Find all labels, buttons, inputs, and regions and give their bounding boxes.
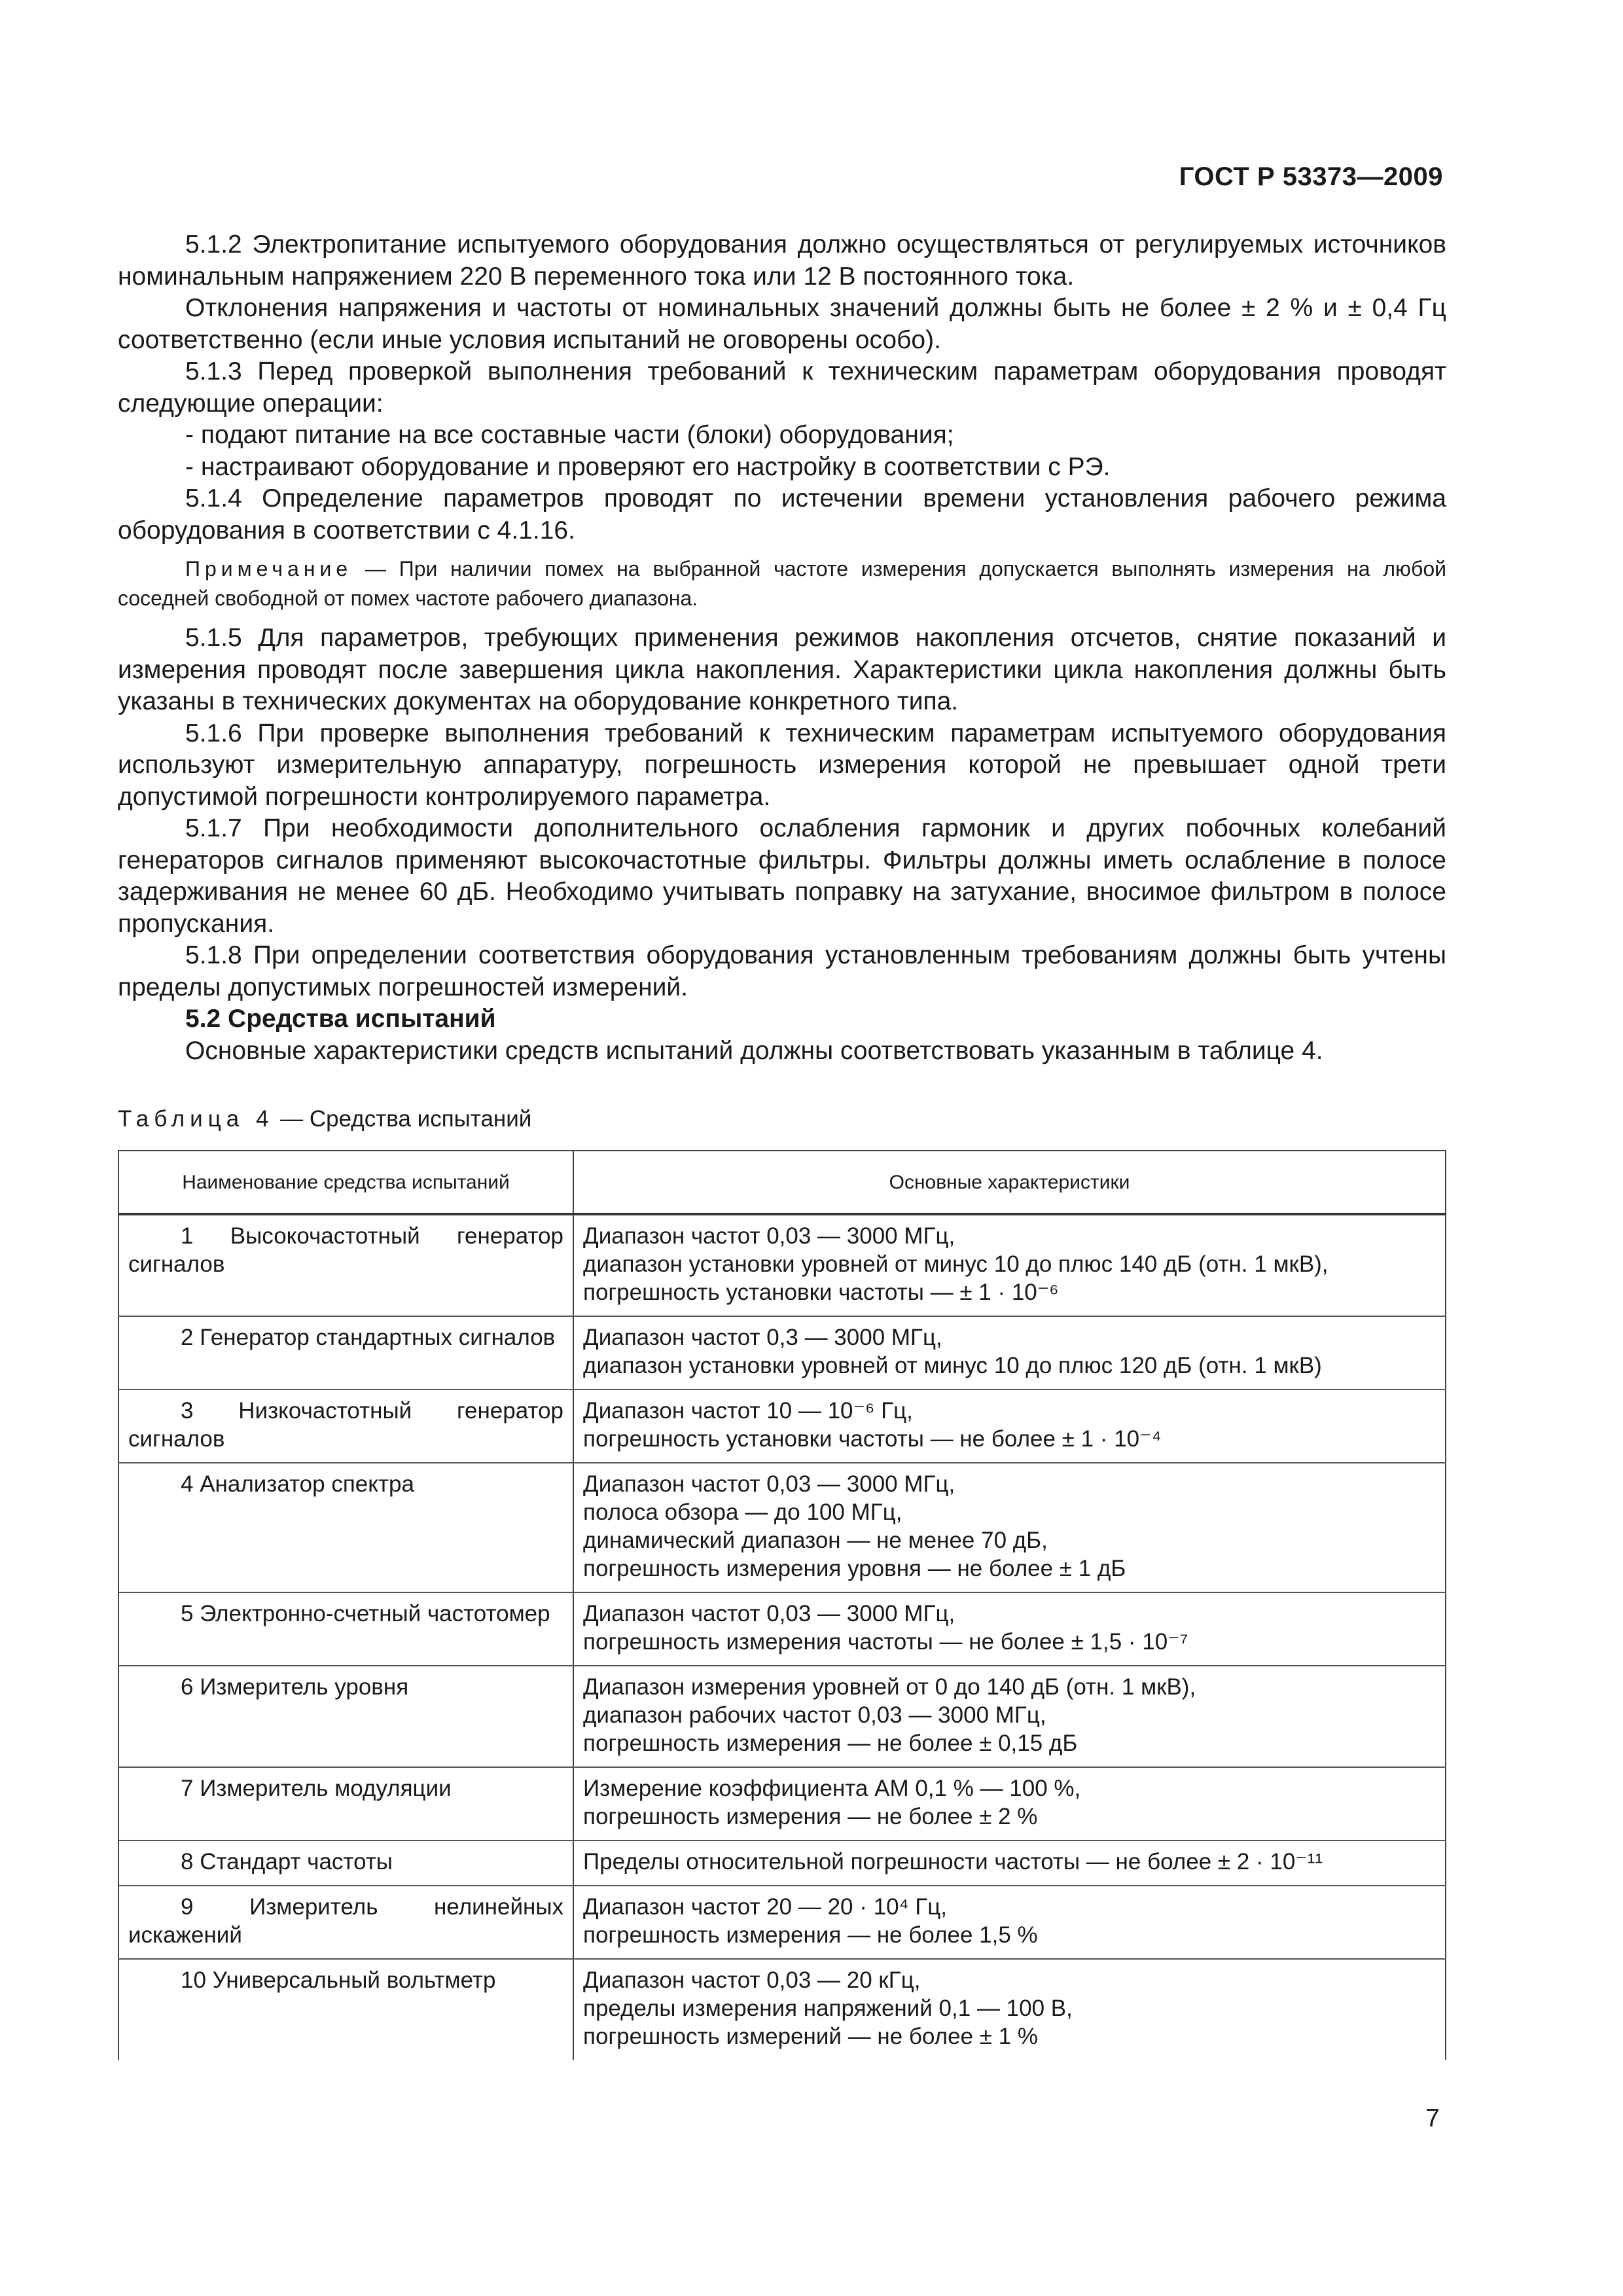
paragraph-5-1-3: 5.1.3 Перед проверкой выполнения требований к техническим параметрам оборудования проводят следующие операции: (118, 357, 1446, 418)
test-equipment-table (118, 1150, 1446, 2060)
note-label: Примечание (185, 557, 353, 581)
equipment-characteristics (573, 1592, 1446, 1666)
table-row (118, 1767, 1446, 1840)
table-row (118, 1316, 1446, 1390)
characteristic-line: Диапазон частот 20 — 20 · 10⁴ Гц, (583, 1894, 948, 1920)
equipment-name: 4 Анализатор спектра (118, 1463, 573, 1592)
table-row (118, 1959, 1446, 2060)
characteristic-line: Диапазон частот 0,03 — 3000 МГц, (583, 1601, 955, 1626)
equipment-characteristics (573, 1214, 1446, 1316)
paragraph-deviations: Отклонения напряжения и частоты от номинальных значений должны быть не более ± 2 % и ± 0,4 Гц соответственно (если иные условия испытаний не оговорены особо). (118, 294, 1446, 354)
characteristic-line: диапазон рабочих частот 0,03 — 3000 МГц, (583, 1702, 1046, 1728)
characteristic-line: полоса обзора — до 100 МГц, (583, 1499, 902, 1525)
table-row (118, 1886, 1446, 1959)
table-row (118, 1592, 1446, 1666)
table-caption-title: — Средства испытаний (274, 1106, 532, 1132)
table-row (118, 1463, 1446, 1592)
page-number: 7 (1425, 2104, 1440, 2132)
table-row (118, 1666, 1446, 1767)
equipment-characteristics (573, 1316, 1446, 1390)
characteristic-line: Диапазон частот 0,03 — 3000 МГц, (583, 1223, 955, 1249)
table-body (118, 1214, 1446, 2060)
list-item-setup: - настраивают оборудование и проверяют его настройку в соответствии с РЭ. (185, 452, 1111, 481)
characteristic-line: диапазон установки уровней от минус 10 до плюс 120 дБ (отн. 1 мкВ) (583, 1353, 1322, 1378)
characteristic-line: Диапазон частот 0,3 — 3000 МГц, (583, 1325, 942, 1350)
equipment-name: 8 Стандарт частоты (118, 1840, 573, 1886)
paragraph-5-1-6: 5.1.6 При проверке выполнения требований к техническим параметрам испытуемого оборудования используют измерительную аппаратуру, погрешность измерения которой не превышает одной трети допустимой погрешности контролируемого параметра. (118, 719, 1446, 811)
characteristic-line: погрешность измерения — не более 1,5 % (583, 1922, 1038, 1948)
body-text (118, 229, 1446, 1067)
characteristic-line: динамический диапазон — не менее 70 дБ, (583, 1528, 1048, 1553)
equipment-name: 5 Электронно-счетный частотомер (118, 1592, 573, 1666)
characteristic-line: Диапазон измерения уровней от 0 до 140 дБ (отн. 1 мкВ), (583, 1674, 1196, 1700)
characteristic-line: диапазон установки уровней от минус 10 до плюс 140 дБ (отн. 1 мкВ), (583, 1251, 1329, 1277)
characteristic-line: погрешность измерения — не более ± 0,15 дБ (583, 1731, 1078, 1756)
document-code-header: ГОСТ Р 53373—2009 (1179, 162, 1443, 191)
equipment-characteristics (573, 1767, 1446, 1840)
equipment-characteristics (573, 1840, 1446, 1886)
equipment-name: 1 Высокочастотный генератор сигналов (118, 1214, 573, 1316)
paragraph-5-1-2: 5.1.2 Электропитание испытуемого оборудования должно осуществляться от регулируемых источников номинальным напряжением 220 В переменного тока или 12 В постоянного тока. (118, 230, 1446, 291)
characteristic-line: погрешность измерения — не более ± 2 % (583, 1804, 1038, 1829)
list-item-power: - подают питание на все составные части (блоки) оборудования; (185, 421, 954, 449)
characteristic-line: Измерение коэффициента АМ 0,1 % — 100 %, (583, 1776, 1081, 1801)
paragraph-5-1-8: 5.1.8 При определении соответствия оборудования установленным требованиям должны быть учтены пределы допустимых погрешностей измерений. (118, 941, 1446, 1001)
equipment-name: 6 Измеритель уровня (118, 1666, 573, 1767)
equipment-name: 3 Низкочастотный генератор сигналов (118, 1390, 573, 1463)
paragraph-5-1-4: 5.1.4 Определение параметров проводят по истечении времени установления рабочего режима оборудования в соответствии с 4.1.16. (118, 484, 1446, 545)
table-caption (118, 1106, 531, 1132)
characteristic-line: Пределы относительной погрешности частоты — не более ± 2 · 10⁻¹¹ (583, 1849, 1323, 1874)
characteristic-line: Диапазон частот 0,03 — 3000 МГц, (583, 1471, 955, 1497)
characteristic-line: Диапазон частот 10 — 10⁻⁶ Гц, (583, 1398, 913, 1424)
table-row (118, 1840, 1446, 1886)
characteristic-line: пределы измерения напряжений 0,1 — 100 В, (583, 1996, 1073, 2021)
equipment-name: 10 Универсальный вольтметр (118, 1959, 573, 2060)
equipment-name: 9 Измеритель нелинейных искажений (118, 1886, 573, 1959)
paragraph-5-1-5: 5.1.5 Для параметров, требующих применения режимов накопления отсчетов, снятие показаний и измерения проводят после завершения цикла накопления. Характеристики цикла накопления должны быть указаны в технических документах на оборудование конкретного типа. (118, 624, 1446, 715)
section-intro: Основные характеристики средств испытаний должны соответствовать указанным в таблице 4. (185, 1036, 1323, 1065)
table-caption-label: Таблица 4 (118, 1106, 274, 1132)
note (118, 554, 1446, 613)
note-text: — При наличии помех на выбранной частоте измерения допускается выполнять измерения на любой соседней свободной от помех частоте рабочего диапазона. (118, 557, 1446, 610)
table-header-row (118, 1151, 1446, 1214)
characteristic-line: погрешность установки частоты — не более ± 1 · 10⁻⁴ (583, 1426, 1162, 1452)
characteristic-line: погрешность измерений — не более ± 1 % (583, 2024, 1038, 2049)
equipment-characteristics (573, 1959, 1446, 2060)
equipment-characteristics (573, 1666, 1446, 1767)
equipment-characteristics (573, 1463, 1446, 1592)
characteristic-line: погрешность установки частоты — ± 1 · 10⁻⁶ (583, 1280, 1059, 1305)
equipment-characteristics (573, 1390, 1446, 1463)
column-header-name: Наименование средства испытаний (118, 1151, 573, 1214)
equipment-name: 2 Генератор стандартных сигналов (118, 1316, 573, 1390)
characteristic-line: погрешность измерения частоты — не более ± 1,5 · 10⁻⁷ (583, 1629, 1188, 1655)
table-row (118, 1390, 1446, 1463)
equipment-name: 7 Измеритель модуляции (118, 1767, 573, 1840)
column-header-characteristics: Основные характеристики (573, 1151, 1446, 1214)
characteristic-line: Диапазон частот 0,03 — 20 кГц, (583, 1967, 921, 1993)
characteristic-line: погрешность измерения уровня — не более ± 1 дБ (583, 1556, 1126, 1581)
section-heading: 5.2 Средства испытаний (185, 1005, 496, 1033)
paragraph-5-1-7: 5.1.7 При необходимости дополнительного ослабления гармоник и других побочных колебаний генераторов сигналов применяют высокочастотные фильтры. Фильтры должны иметь ослабление в полосе задерживания не менее 60 дБ. Необходимо учитывать поправку на затухание, вносимое фильтром в полосе пропускания. (118, 814, 1446, 938)
table-row (118, 1214, 1446, 1316)
equipment-characteristics (573, 1886, 1446, 1959)
